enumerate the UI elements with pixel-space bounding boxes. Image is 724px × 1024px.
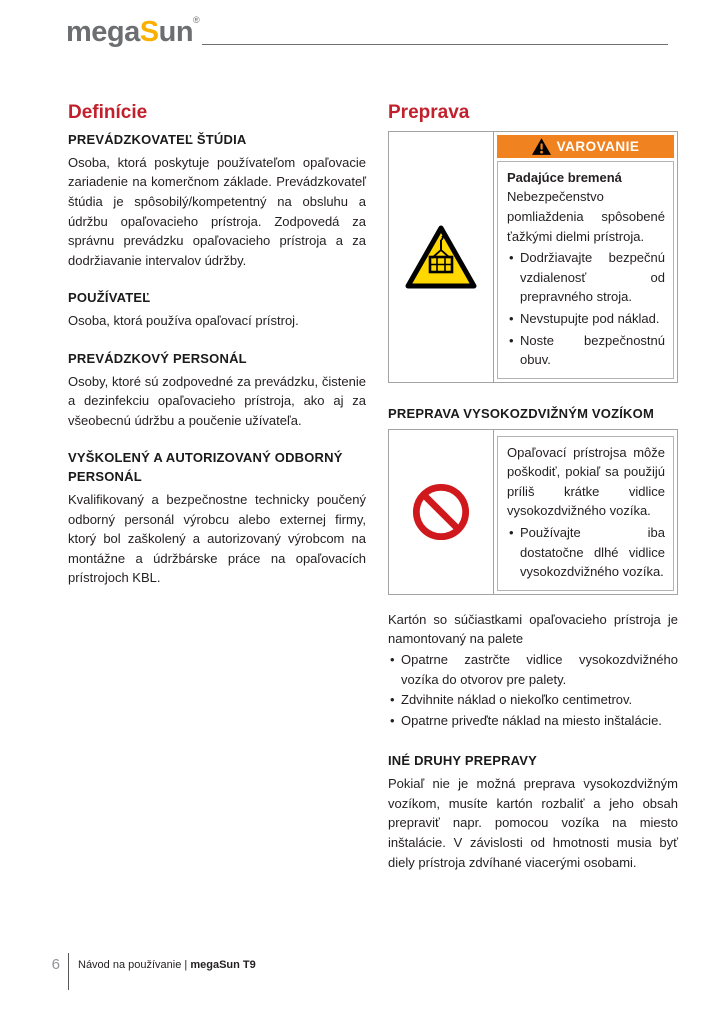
warning-banner xyxy=(497,135,674,158)
page-header xyxy=(66,16,668,47)
section-body-studio-operator: Osoba, ktorá poskytuje používateľom opaľovacie zariadenie na komerčnom základe. Prevádzkovateľ štúdia je spôsobilý/kompetentný na obsluhu a údržbu opaľovacieho prístroja. Zodpovedá za správnu prevádzku opaľovacieho prístroja a za dodržiavanie intervalov údržby. xyxy=(68,154,366,268)
forklift-bullet: • Používajte iba dostatočne dlhé vidlice vysokozdvižného vozíka. xyxy=(507,523,665,582)
hazard-bullet: • Noste bezpečnostnú obuv. xyxy=(507,331,665,370)
footer-manual-label: Návod na používanie | xyxy=(78,959,188,971)
warning-box-falling-loads xyxy=(388,131,678,383)
header-divider-line xyxy=(202,44,668,45)
definitions-column xyxy=(68,103,366,588)
logo-text-mega: mega xyxy=(66,16,140,48)
page-number: 6 xyxy=(51,956,60,973)
warning-banner-label: VAROVANIE xyxy=(556,138,640,154)
hazard-bullet: • Nevstupujte pod náklad. xyxy=(507,309,665,329)
section-body-operating-personnel: Osoby, ktoré sú zodpovedné za prevádzku, čistenie a dezinfekciu opaľovacieho prístroja, ako aj za všeobecnú údržbu a poučenie užívateľa. xyxy=(68,373,366,428)
pallet-step: • Zdvihnite náklad o niekoľko centimetrov. xyxy=(388,690,678,710)
pallet-steps xyxy=(388,650,678,730)
hazard-title: Padajúce bremená xyxy=(507,169,622,185)
section-title-studio-operator: PREVÁDZKOVATEĽ ŠTÚDIA xyxy=(68,131,247,147)
megasun-logo xyxy=(66,16,200,47)
registered-trademark-symbol: ® xyxy=(193,15,200,25)
footer-product-name: megaSun T9 xyxy=(190,959,256,971)
prohibition-icon-cell xyxy=(389,430,494,594)
section-body-authorized-personnel: Kvalifikovaný a bezpečnostne technicky poučený odborný personál výrobcu alebo externej firmy, ktorý bol zaškolený a autorizovaný výrobcom na montážne a údržbárske práce na opaľovacích prístrojoch KBL. xyxy=(68,492,366,586)
warning-icon-cell xyxy=(389,132,494,382)
warning-content-cell xyxy=(494,132,677,382)
section-body-user: Osoba, ktorá používa opaľovací prístroj. xyxy=(68,313,299,329)
footer-divider-line xyxy=(68,953,69,990)
logo-text-un: un xyxy=(158,16,194,48)
hanging-load-warning-icon xyxy=(404,224,478,290)
section-title-user: POUŽÍVATEĽ xyxy=(68,290,151,306)
section-title-operating-personnel: PREVÁDZKOVÝ PERSONÁL xyxy=(68,350,247,366)
footer-text xyxy=(78,953,256,971)
transport-column xyxy=(388,103,678,872)
forklift-section-title: PREPRAVA VYSOKOZDVIŽNÝM VOZÍKOM xyxy=(388,405,654,421)
forklift-description: Opaľovací prístrojsa môže poškodiť, pokiaľ sa použijú príliš krátke vidlice vysokozdvižného vozíka. xyxy=(507,444,665,519)
hazard-bullet: • Dodržiavajte bezpečnú vzdialenosť od prepravného stroja. xyxy=(507,248,665,307)
page-footer xyxy=(38,953,256,990)
pallet-intro: Kartón so súčiastkami opaľovacieho prístroja je namontovaný na palete xyxy=(388,611,678,647)
hazard-description: Nebezpečenstvo pomliaždenia spôsobené ťažkými dielmi prístroja. xyxy=(507,189,665,244)
notice-box-text xyxy=(497,436,674,591)
notice-content-cell xyxy=(494,430,677,594)
definitions-heading: Definície xyxy=(68,102,148,123)
warning-box-text xyxy=(497,161,674,379)
pallet-step: • Opatrne priveďte náklad na miesto inštalácie. xyxy=(388,711,678,731)
pallet-step: • Opatrne zastrčte vidlice vysokozdvižného vozíka do otvorov pre palety. xyxy=(388,650,678,689)
other-transport-title: INÉ DRUHY PREPRAVY xyxy=(388,753,538,769)
warning-triangle-icon xyxy=(532,138,551,155)
transport-heading: Preprava xyxy=(388,102,470,123)
notice-box-forklift xyxy=(388,429,678,595)
prohibition-icon xyxy=(412,483,470,541)
other-transport-body: Pokiaľ nie je možná preprava vysokozdvižným vozíkom, musíte kartón rozbaliť a jeho obsah prepraviť napr. pomocou vozíka na miesto inštalácie. V závislosti od hmotnosti musia byť diely prístroja zdvíhané viacerými osobami. xyxy=(388,776,678,870)
section-title-authorized-personnel: VYŠKOLENÝ A AUTORIZOVANÝ ODBORNÝ PERSONÁL xyxy=(68,450,343,485)
logo-text-s: S xyxy=(139,16,159,48)
